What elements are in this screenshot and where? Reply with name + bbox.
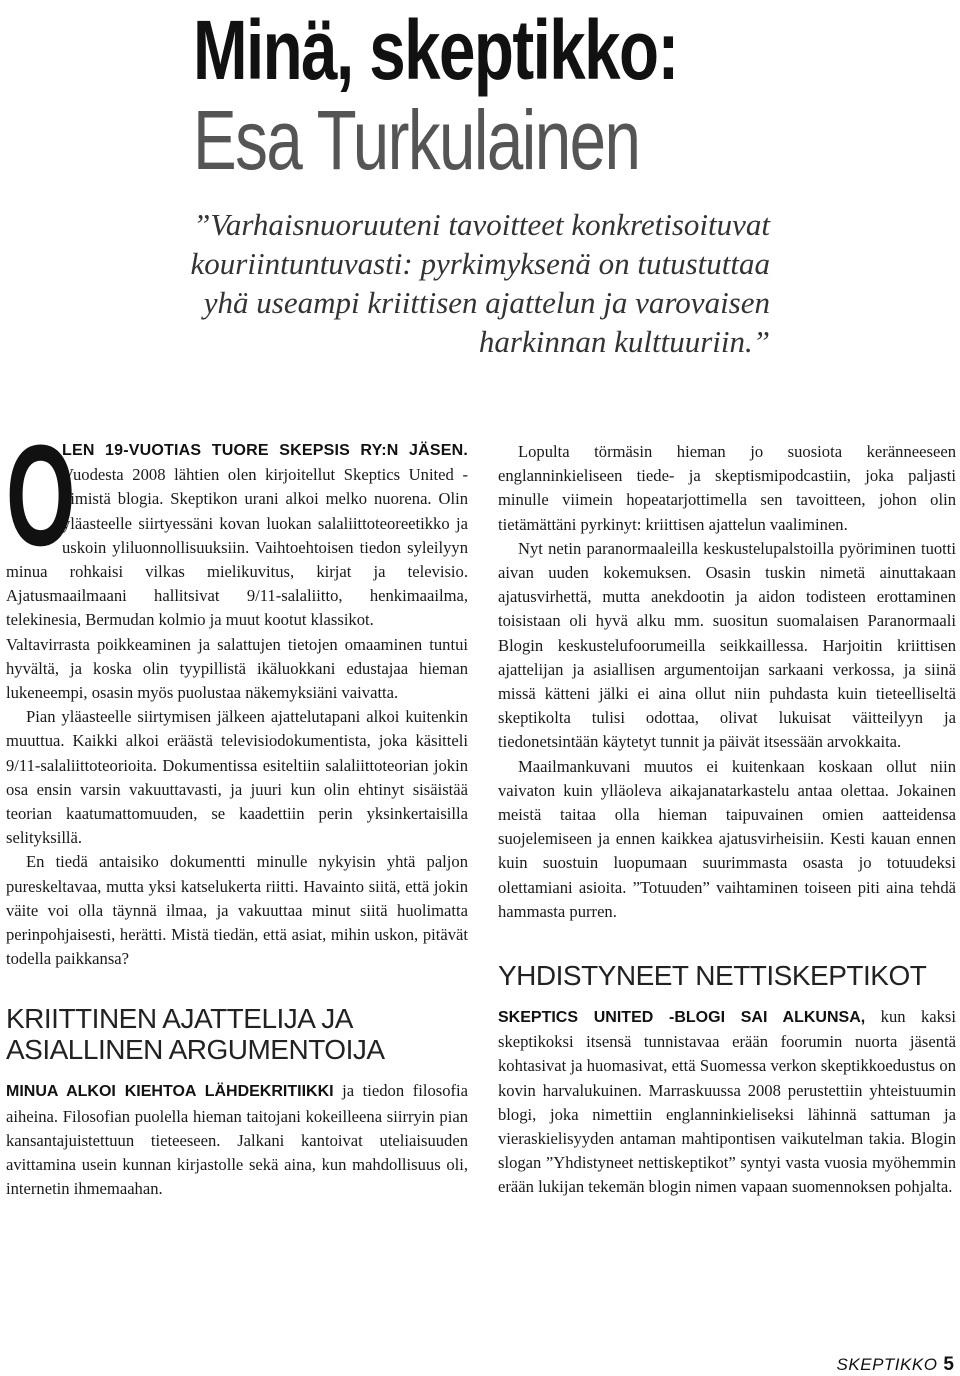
- left-column: [6, 415, 468, 1201]
- paragraph: Pian yläasteelle siirtymisen jälkeen ajattelutapani alkoi kuitenkin muuttua. Kaikki alkoi eräästä televisiodokumentista, joka käsitteli 9/11-salaliittoteorioita. Dokumentissa esiteltiin salaliittoteorian jokin osa ensin varsin vakuuttavasti, ja juuri kun olin ehtinyt sisäistää teorian kaatumattomuuden, se kaadettiin perin yksinkertaisilla selityksillä.: [6, 707, 468, 848]
- article-title: Minä, skeptikko:: [193, 3, 678, 97]
- lead-caps: LEN 19-VUOTIAS TUORE SKEPSIS RY:N JÄSEN.: [62, 442, 468, 459]
- paragraph: [498, 1005, 956, 1200]
- intro-paragraph: [6, 415, 468, 633]
- paragraph: Maailmankuvani muutos ei kuitenkaan koskaan ollut niin vaivaton kuin ylläoleva aikajanatarkastelu antaa olettaa. Jokainen meistä taitaa olla hieman taipuvainen omien aatteidensa suojelemiseen ja ennen kaikkea ajatusvirheisiin. Kesti kauan ennen kuin suostuin luopumaan suurimmasta osasta jo totuudeksi olettamiani asioita. ”Totuuden” vaihtaminen toiseen piti aina tehdä hammasta purren.: [498, 756, 956, 921]
- paragraph: [6, 1079, 468, 1201]
- run-in-caps: MINUA ALKOI KIEHTOA LÄHDEKRITIIKKI: [6, 1083, 334, 1101]
- paragraph-text: kun kaksi skeptikoksi itsensä tunnistavaa erään foorumin nuorta jäsentä kohtasivat ja huomasivat, että Suomessa verkon skeptikkoedustus on kovin harvalukuinen. Marraskuussa 2008 perustettiin yhteistuumin blogi, joka nimettiin englanninkieliseksi lähinnä sattuman ja vieraskielisyyden antaman mahtipontisen vaikutelman takia. Blogin slogan ”Yhdistyneet nettiskeptikot” syntyi vasta vuosia myöhemmin erään lukijan tekemän blogin nimen vapaan suomennoksen pohjalta.: [498, 1007, 956, 1197]
- author-name: Esa Turkulainen: [193, 93, 640, 187]
- drop-cap: O: [6, 415, 76, 576]
- paragraph: Nyt netin paranormaaleilla keskustelupalstoilla pyöriminen tuotti aivan uuden kokemuksen. Osasin tuskin nimetä ainuttakaan ajatusvirhettä, mutta anekdootin ja aidon todisteen erottaminen toisistaan oli hyvä alku mm. suositun suomalaisen Paranormaali Blogin keskustelufoorumeilla seikkaillessa. Harjoitin kriittisen ajattelijan ja asiallisen argumentoijan sarkaani verkossa, ja siinä missä kätteni jälki ei aina ollut niin puhdasta kuin tieteelliseltä skeptikolta tulisi odottaa, olivat lukuisat väitteilyyn ja tiedonetsintään käytetyt tunnit ja päivät itsessään arvokkaita.: [498, 538, 956, 752]
- page-footer: [837, 1354, 954, 1376]
- page-number: 5: [943, 1354, 954, 1375]
- paragraph-text: ja tiedon filosofia aiheina. Filosofian puolella hieman taitojani kokeilleena siirryin pian kansantajuistettuun tieteeseen. Jalkani kantoivat uteliaisuuden avittamina usein kunnan kirjastolle sekä aina, kun mahdollisuus oli, internetin ihmemaahan.: [6, 1081, 468, 1199]
- paragraph: Lopulta törmäsin hieman jo suosiota keränneeseen englanninkieliseen tiede- ja skeptismipodcastiin, joka paljasti minulle viimein hopeatarjottimella sen tavoitteen, johon olin tietämättäni pyrkinyt: kriittisen ajattelun vaaliminen.: [498, 442, 956, 534]
- run-in-caps: SKEPTICS UNITED -BLOGI SAI ALKUNSA,: [498, 1009, 866, 1027]
- section-heading: YHDISTYNEET NETTISKEPTIKOT: [498, 960, 927, 992]
- paragraph: Valtavirrasta poikkeaminen ja salattujen tietojen omaaminen tuntui hyvältä, ja koska olin tyypillistä ikäluokkani edustajaa hieman lukeneempi, osasin myös puolustaa näkemyksiäni vaivatta.: [6, 634, 468, 703]
- paragraph-text: Vuodesta 2008 lähtien olen kirjoitellut Skeptics United -nimistä blogia. Skeptikon urani alkoi melko nuorena. Olin yläasteelle siirtyessäni kovan luokan salaliittoteoreetikko ja uskoin yliluonnollisuuksiin. Vaihtoehtoisen tiedon syleilyyn minua rohkaisi vilkas mielikuvitus, kirjat ja televisio. Ajatusmaailmaani hallitsivat 9/11-salaliitto, henkimaailma, telekinesia, Bermudan kolmio ja muut kootut klassikot.: [6, 465, 468, 630]
- right-column: [498, 440, 956, 1200]
- magazine-name: SKEPTIKKO: [836, 1355, 938, 1374]
- section-heading: KRIITTINEN AJATTELIJA JA ASIALLINEN ARGUMENTOIJA: [6, 1003, 385, 1066]
- pull-quote: ”Varhaisnuoruuteni tavoitteet konkretisoituvat kouriintuntuvasti: pyrkimyksenä on tutustuttaa yhä useampi kriittisen ajattelun ja varovaisen harkinnan kulttuuriin.”: [190, 207, 770, 359]
- paragraph: En tiedä antaisiko dokumentti minulle nykyisin yhtä paljon pureskeltavaa, mutta yksi katselukerta riitti. Havainto siitä, että jokin väite voi olla täynnä ilmaa, ja vakuuttaa minut siitä huolimatta perinpohjaisesti, herätti. Mistä tiedän, että asiat, mihin uskon, pitävät todella paikkansa?: [6, 852, 468, 969]
